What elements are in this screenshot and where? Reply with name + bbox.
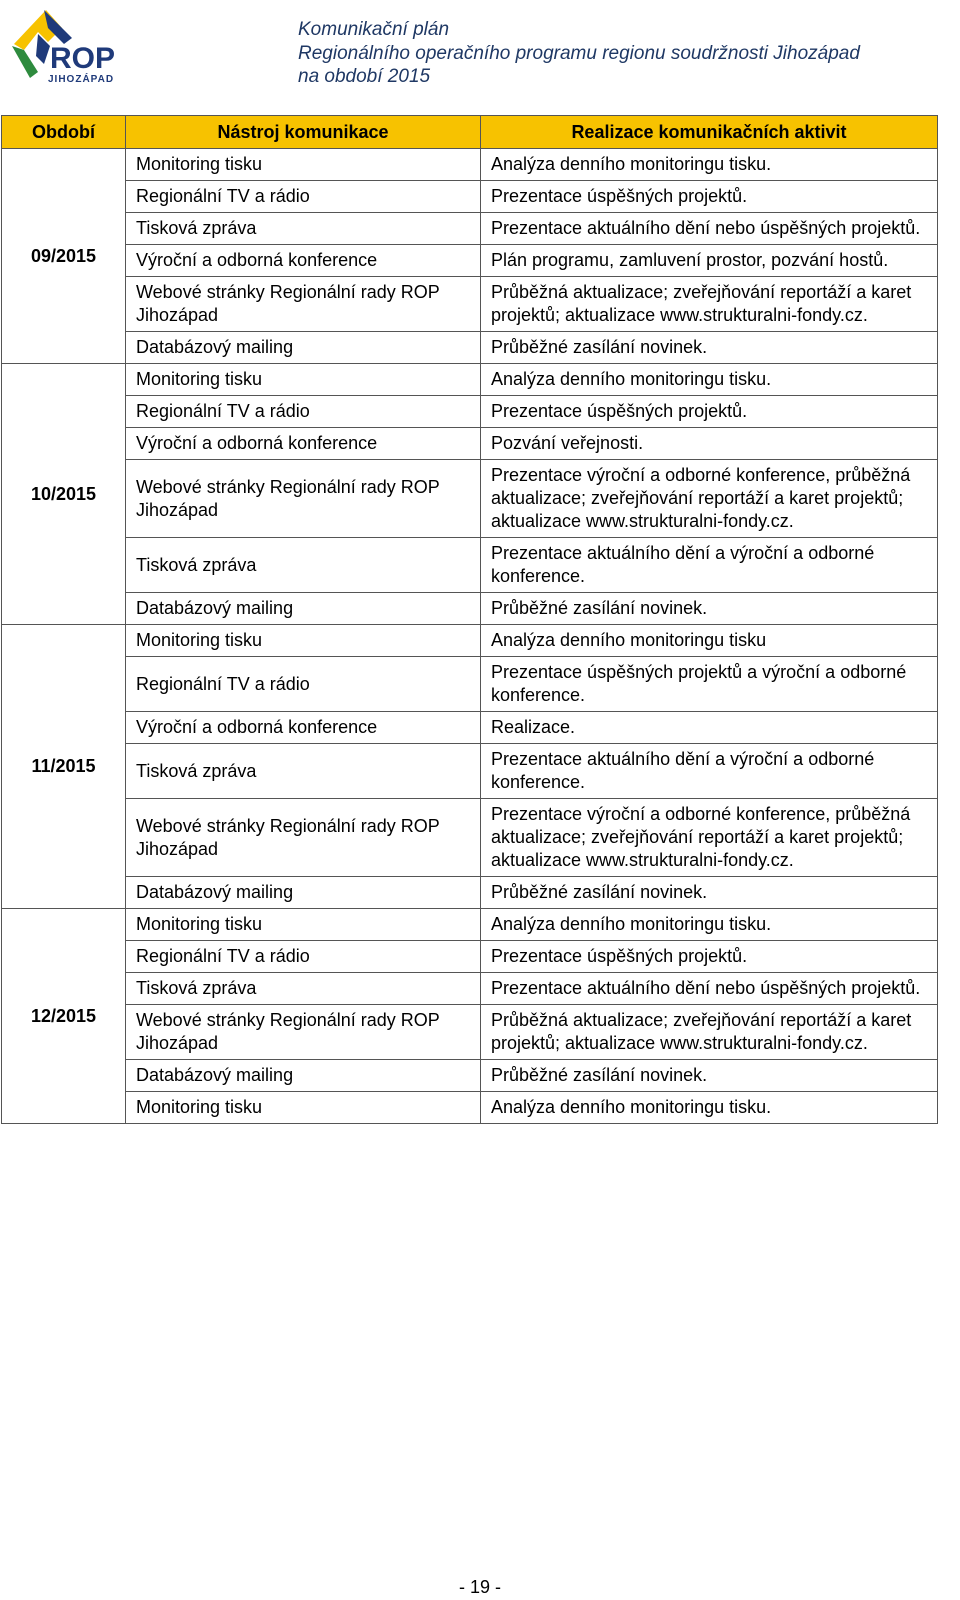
table-row xyxy=(2,744,938,799)
tool-cell: Monitoring tisku xyxy=(126,364,481,396)
tool-cell: Výroční a odborná konference xyxy=(126,712,481,744)
table-row xyxy=(2,245,938,277)
tool-cell: Výroční a odborná konference xyxy=(126,245,481,277)
table-row xyxy=(2,657,938,712)
tool-cell: Tisková zpráva xyxy=(126,538,481,593)
activity-cell: Průběžné zasílání novinek. xyxy=(481,877,938,909)
activity-cell: Analýza denního monitoringu tisku. xyxy=(481,149,938,181)
table-row xyxy=(2,332,938,364)
table-row xyxy=(2,1060,938,1092)
column-header-activity: Realizace komunikačních aktivit xyxy=(481,116,938,149)
activity-cell: Prezentace aktuálního dění a výroční a odborné konference. xyxy=(481,744,938,799)
tool-cell: Regionální TV a rádio xyxy=(126,181,481,213)
table-header-row xyxy=(2,116,938,149)
table-row xyxy=(2,799,938,877)
activity-cell: Průběžné zasílání novinek. xyxy=(481,593,938,625)
header-line-2: Regionálního operačního programu regionu soudržnosti Jihozápad xyxy=(298,42,860,64)
tool-cell: Regionální TV a rádio xyxy=(126,657,481,712)
period-cell: 12/2015 xyxy=(2,909,126,1124)
activity-cell: Analýza denního monitoringu tisku. xyxy=(481,364,938,396)
activity-cell: Průběžná aktualizace; zveřejňování reportáží a karet projektů; aktualizace www.strukturalni-fondy.cz. xyxy=(481,277,938,332)
table-row xyxy=(2,538,938,593)
tool-cell: Tisková zpráva xyxy=(126,973,481,1005)
table-row xyxy=(2,396,938,428)
activity-cell: Průběžné zasílání novinek. xyxy=(481,332,938,364)
period-cell: 09/2015 xyxy=(2,149,126,364)
activity-cell: Prezentace úspěšných projektů a výroční a odborné konference. xyxy=(481,657,938,712)
header-line-1: Komunikační plán xyxy=(298,19,450,40)
table-row xyxy=(2,593,938,625)
activity-cell: Analýza denního monitoringu tisku xyxy=(481,625,938,657)
tool-cell: Webové stránky Regionální rady ROP Jihozápad xyxy=(126,1005,481,1060)
tool-cell: Regionální TV a rádio xyxy=(126,941,481,973)
activity-cell: Prezentace výroční a odborné konference, průběžná aktualizace; zveřejňování reportáží a karet projektů; aktualizace www.strukturalni-fondy.cz. xyxy=(481,460,938,538)
activity-cell: Prezentace úspěšných projektů. xyxy=(481,941,938,973)
tool-cell: Databázový mailing xyxy=(126,1060,481,1092)
logo-subtext: JIHOZÁPAD xyxy=(48,74,115,85)
rop-logo xyxy=(8,6,126,86)
table-body xyxy=(2,149,938,1124)
activity-cell: Prezentace výroční a odborné konference, průběžná aktualizace; zveřejňování reportáží a karet projektů; aktualizace www.strukturalni-fondy.cz. xyxy=(481,799,938,877)
tool-cell: Webové stránky Regionální rady ROP Jihozápad xyxy=(126,799,481,877)
activity-cell: Průběžná aktualizace; zveřejňování reportáží a karet projektů; aktualizace www.strukturalni-fondy.cz. xyxy=(481,1005,938,1060)
tool-cell: Monitoring tisku xyxy=(126,149,481,181)
activity-cell: Plán programu, zamluvení prostor, pozvání hostů. xyxy=(481,245,938,277)
tool-cell: Webové stránky Regionální rady ROP Jihozápad xyxy=(126,460,481,538)
table-row xyxy=(2,277,938,332)
activity-cell: Analýza denního monitoringu tisku. xyxy=(481,909,938,941)
tool-cell: Tisková zpráva xyxy=(126,744,481,799)
activity-cell: Průběžné zasílání novinek. xyxy=(481,1060,938,1092)
activity-cell: Prezentace úspěšných projektů. xyxy=(481,181,938,213)
table-row xyxy=(2,877,938,909)
activity-cell: Prezentace aktuálního dění a výroční a odborné konference. xyxy=(481,538,938,593)
logo-text: ROP xyxy=(50,42,116,75)
tool-cell: Tisková zpráva xyxy=(126,213,481,245)
table-row xyxy=(2,1092,938,1124)
table-row xyxy=(2,181,938,213)
table-row xyxy=(2,909,938,941)
column-header-period: Období xyxy=(2,116,126,149)
tool-cell: Výroční a odborná konference xyxy=(126,428,481,460)
activity-cell: Analýza denního monitoringu tisku. xyxy=(481,1092,938,1124)
tool-cell: Databázový mailing xyxy=(126,332,481,364)
table-row xyxy=(2,625,938,657)
table-row xyxy=(2,364,938,396)
tool-cell: Databázový mailing xyxy=(126,877,481,909)
activity-cell: Prezentace úspěšných projektů. xyxy=(481,396,938,428)
tool-cell: Monitoring tisku xyxy=(126,909,481,941)
period-cell: 10/2015 xyxy=(2,364,126,625)
header-line-3: na období 2015 xyxy=(298,66,431,87)
document-header xyxy=(298,18,938,89)
table-row xyxy=(2,213,938,245)
activity-cell: Prezentace aktuálního dění nebo úspěšných projektů. xyxy=(481,213,938,245)
activity-cell: Prezentace aktuálního dění nebo úspěšných projektů. xyxy=(481,973,938,1005)
table-row xyxy=(2,1005,938,1060)
tool-cell: Webové stránky Regionální rady ROP Jihozápad xyxy=(126,277,481,332)
table-row xyxy=(2,428,938,460)
tool-cell: Regionální TV a rádio xyxy=(126,396,481,428)
period-cell: 11/2015 xyxy=(2,625,126,909)
communication-plan-table xyxy=(1,115,938,1124)
table-row xyxy=(2,712,938,744)
table-row xyxy=(2,941,938,973)
table-row xyxy=(2,973,938,1005)
tool-cell: Monitoring tisku xyxy=(126,625,481,657)
column-header-tool: Nástroj komunikace xyxy=(126,116,481,149)
table-row xyxy=(2,460,938,538)
rop-logo-icon xyxy=(8,6,126,86)
page-number: - 19 - xyxy=(458,1577,501,1597)
table-row xyxy=(2,149,938,181)
activity-cell: Pozvání veřejnosti. xyxy=(481,428,938,460)
activity-cell: Realizace. xyxy=(481,712,938,744)
tool-cell: Monitoring tisku xyxy=(126,1092,481,1124)
tool-cell: Databázový mailing xyxy=(126,593,481,625)
